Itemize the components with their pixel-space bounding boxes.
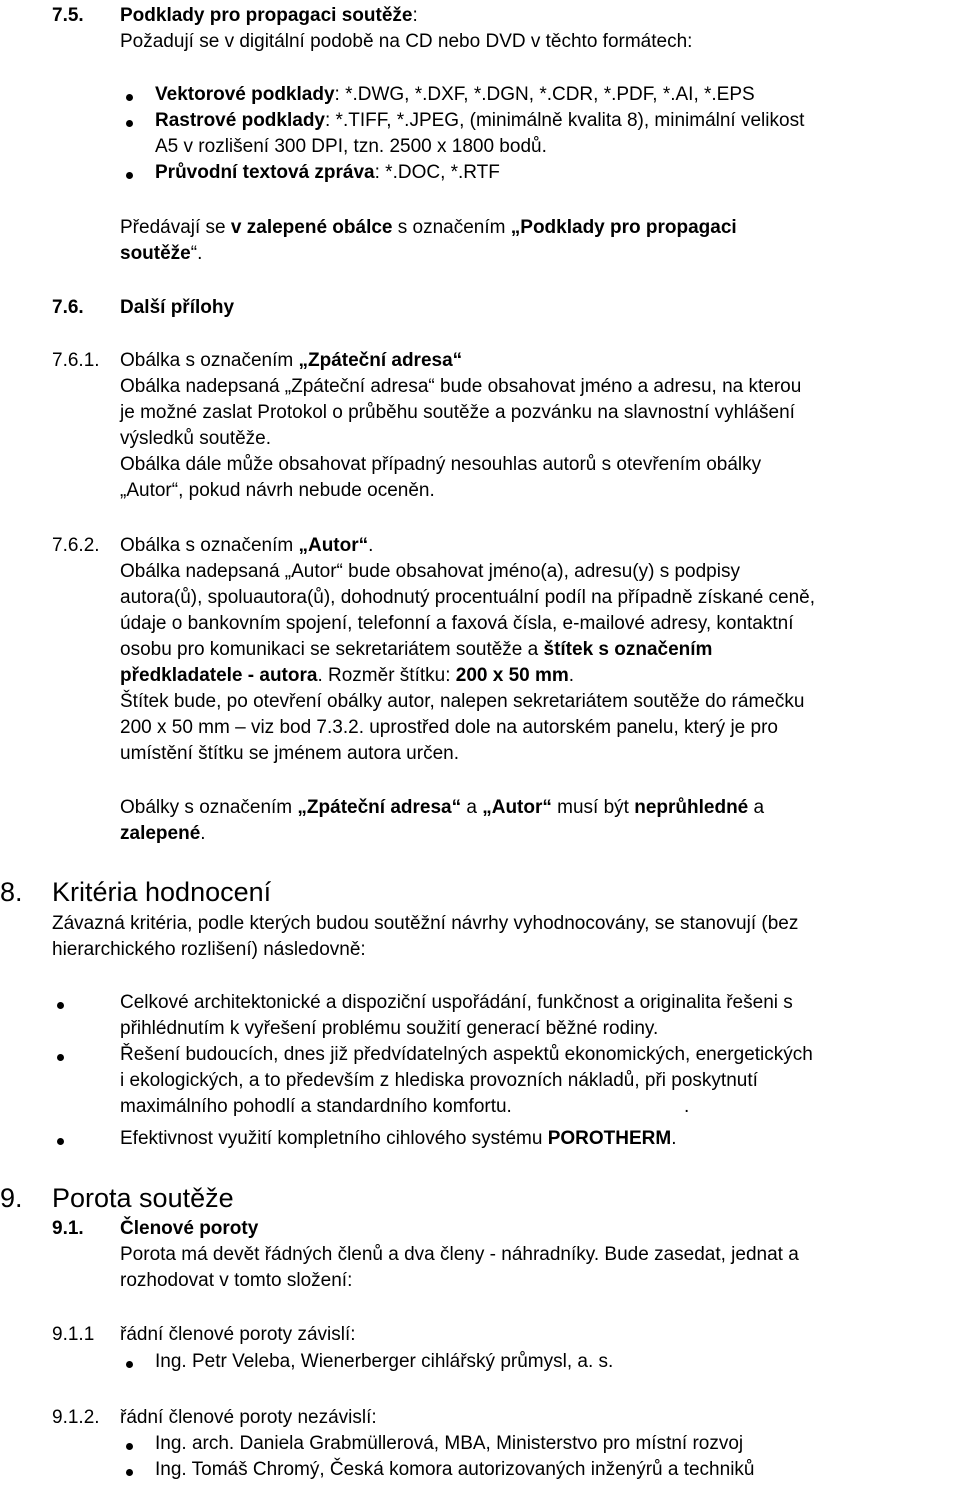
- paragraph-line: výsledků soutěže.: [120, 428, 272, 449]
- section-number: 7.6.2.: [52, 535, 100, 556]
- bullet: [57, 1002, 64, 1009]
- list-item-continuation: přihlédnutím k vyřešení problému soužití generací běžné rodiny.: [120, 1018, 659, 1039]
- list-item: Celkové architektonické a dispoziční uspořádání, funkčnost a originalita řešeni s: [120, 992, 793, 1013]
- paragraph-line: zalepené.: [120, 823, 206, 844]
- list-item: Řešení budoucích, dnes již předvídatelných aspektů ekonomických, energetických: [120, 1044, 813, 1065]
- list-item-continuation: A5 v rozlišení 300 DPI, tzn. 2500 x 1800 bodů.: [155, 136, 547, 157]
- paragraph-line: Obálky s označením „Zpáteční adresa“ a „Autor“ musí být neprůhledné a: [120, 797, 765, 818]
- section-heading: řádní členové poroty závislí:: [120, 1324, 356, 1345]
- list-item: Efektivnost využití kompletního cihlového systému POROTHERM.: [120, 1128, 677, 1149]
- paragraph-line: Obálka dále může obsahovat případný nesouhlas autorů s otevřením obálky: [120, 454, 762, 475]
- paragraph-line: Předávají se v zalepené obálce s označením „Podklady pro propagaci: [120, 217, 737, 238]
- paragraph-line: Porota má devět řádných členů a dva členy - náhradníky. Bude zasedat, jednat a: [120, 1244, 799, 1265]
- list-item: Ing. arch. Daniela Grabmüllerová, MBA, Ministerstvo pro místní rozvoj: [155, 1433, 744, 1454]
- section-heading: řádní členové poroty nezávislí:: [120, 1407, 377, 1428]
- list-item-continuation: maximálního pohodlí a standardního komfortu.: [120, 1096, 512, 1117]
- section-number: 9.1.1: [52, 1324, 95, 1345]
- list-item: Ing. Tomáš Chromý, Česká komora autorizovaných inženýrů a techniků: [155, 1459, 755, 1480]
- section-heading: Obálka s označením „Zpáteční adresa“: [120, 350, 463, 371]
- paragraph-line: Štítek bude, po otevření obálky autor, nalepen sekretariátem soutěže do rámečku: [120, 691, 805, 712]
- bullet: [57, 1054, 64, 1061]
- chapter-title: Kritéria hodnocení: [52, 877, 272, 907]
- section-number: 9.1.: [52, 1218, 84, 1239]
- section-number: 7.6.: [52, 297, 84, 318]
- bullet: [126, 120, 133, 127]
- section-heading: Obálka s označením „Autor“.: [120, 535, 374, 556]
- chapter-title: Porota soutěže: [52, 1183, 234, 1213]
- section-heading: Podklady pro propagaci soutěže:: [120, 5, 418, 26]
- bullet: [126, 1361, 133, 1368]
- list-item-continuation: i ekologických, a to především z hlediska provozních nákladů, při poskytnutí: [120, 1070, 758, 1091]
- section-intro: Požadují se v digitální podobě na CD nebo DVD v těchto formátech:: [120, 31, 693, 52]
- paragraph-line: soutěže“.: [120, 243, 203, 264]
- section-number: 7.5.: [52, 5, 84, 26]
- section-heading: Další přílohy: [120, 297, 235, 318]
- section-number: 7.6.1.: [52, 350, 100, 371]
- list-item: Rastrové podklady: *.TIFF, *.JPEG, (minimálně kvalita 8), minimální velikost: [155, 110, 805, 131]
- paragraph-line: údaje o bankovním spojení, telefonní a faxová čísla, e-mailové adresy, kontaktní: [120, 613, 794, 634]
- list-item: Ing. Petr Veleba, Wienerberger cihlářský průmysl, a. s.: [155, 1351, 614, 1372]
- bullet: [126, 1469, 133, 1476]
- chapter-number: 8.: [0, 877, 23, 907]
- chapter-number: 9.: [0, 1183, 23, 1213]
- list-item: Průvodní textová zpráva: *.DOC, *.RTF: [155, 162, 500, 183]
- paragraph-line: rozhodovat v tomto složení:: [120, 1270, 353, 1291]
- paragraph-line: Závazná kritéria, podle kterých budou soutěžní návrhy vyhodnocovány, se stanovují (bez: [52, 913, 799, 934]
- list-item: Vektorové podklady: *.DWG, *.DXF, *.DGN, *.CDR, *.PDF, *.AI, *.EPS: [155, 84, 755, 105]
- paragraph-line: Obálka nadepsaná „Zpáteční adresa“ bude obsahovat jméno a adresu, na kterou: [120, 376, 802, 397]
- paragraph-line: osobu pro komunikaci se sekretariátem soutěže a štítek s označením: [120, 639, 713, 660]
- paragraph-line: Obálka nadepsaná „Autor“ bude obsahovat jméno(a), adresu(y) s podpisy: [120, 561, 740, 582]
- paragraph-line: autora(ů), spoluautora(ů), dohodnutý procentuální podíl na případně získané ceně,: [120, 587, 816, 608]
- bullet: [126, 94, 133, 101]
- stray-dot: .: [684, 1096, 690, 1117]
- paragraph-line: 200 x 50 mm – viz bod 7.3.2. uprostřed dole na autorském panelu, který je pro: [120, 717, 778, 738]
- paragraph-line: „Autor“, pokud návrh nebude oceněn.: [120, 480, 435, 501]
- paragraph-line: umístění štítku se jménem autora určen.: [120, 743, 459, 764]
- paragraph-line: je možné zaslat Protokol o průběhu soutěže a pozvánku na slavnostní vyhlášení: [120, 402, 795, 423]
- section-number: 9.1.2.: [52, 1407, 100, 1428]
- bullet: [126, 1443, 133, 1450]
- section-heading: Členové poroty: [120, 1218, 259, 1239]
- bullet: [126, 172, 133, 179]
- paragraph-line: předkladatele - autora. Rozměr štítku: 200 x 50 mm.: [120, 665, 575, 686]
- bullet: [57, 1138, 64, 1145]
- paragraph-line: hierarchického rozlišení) následovně:: [52, 939, 366, 960]
